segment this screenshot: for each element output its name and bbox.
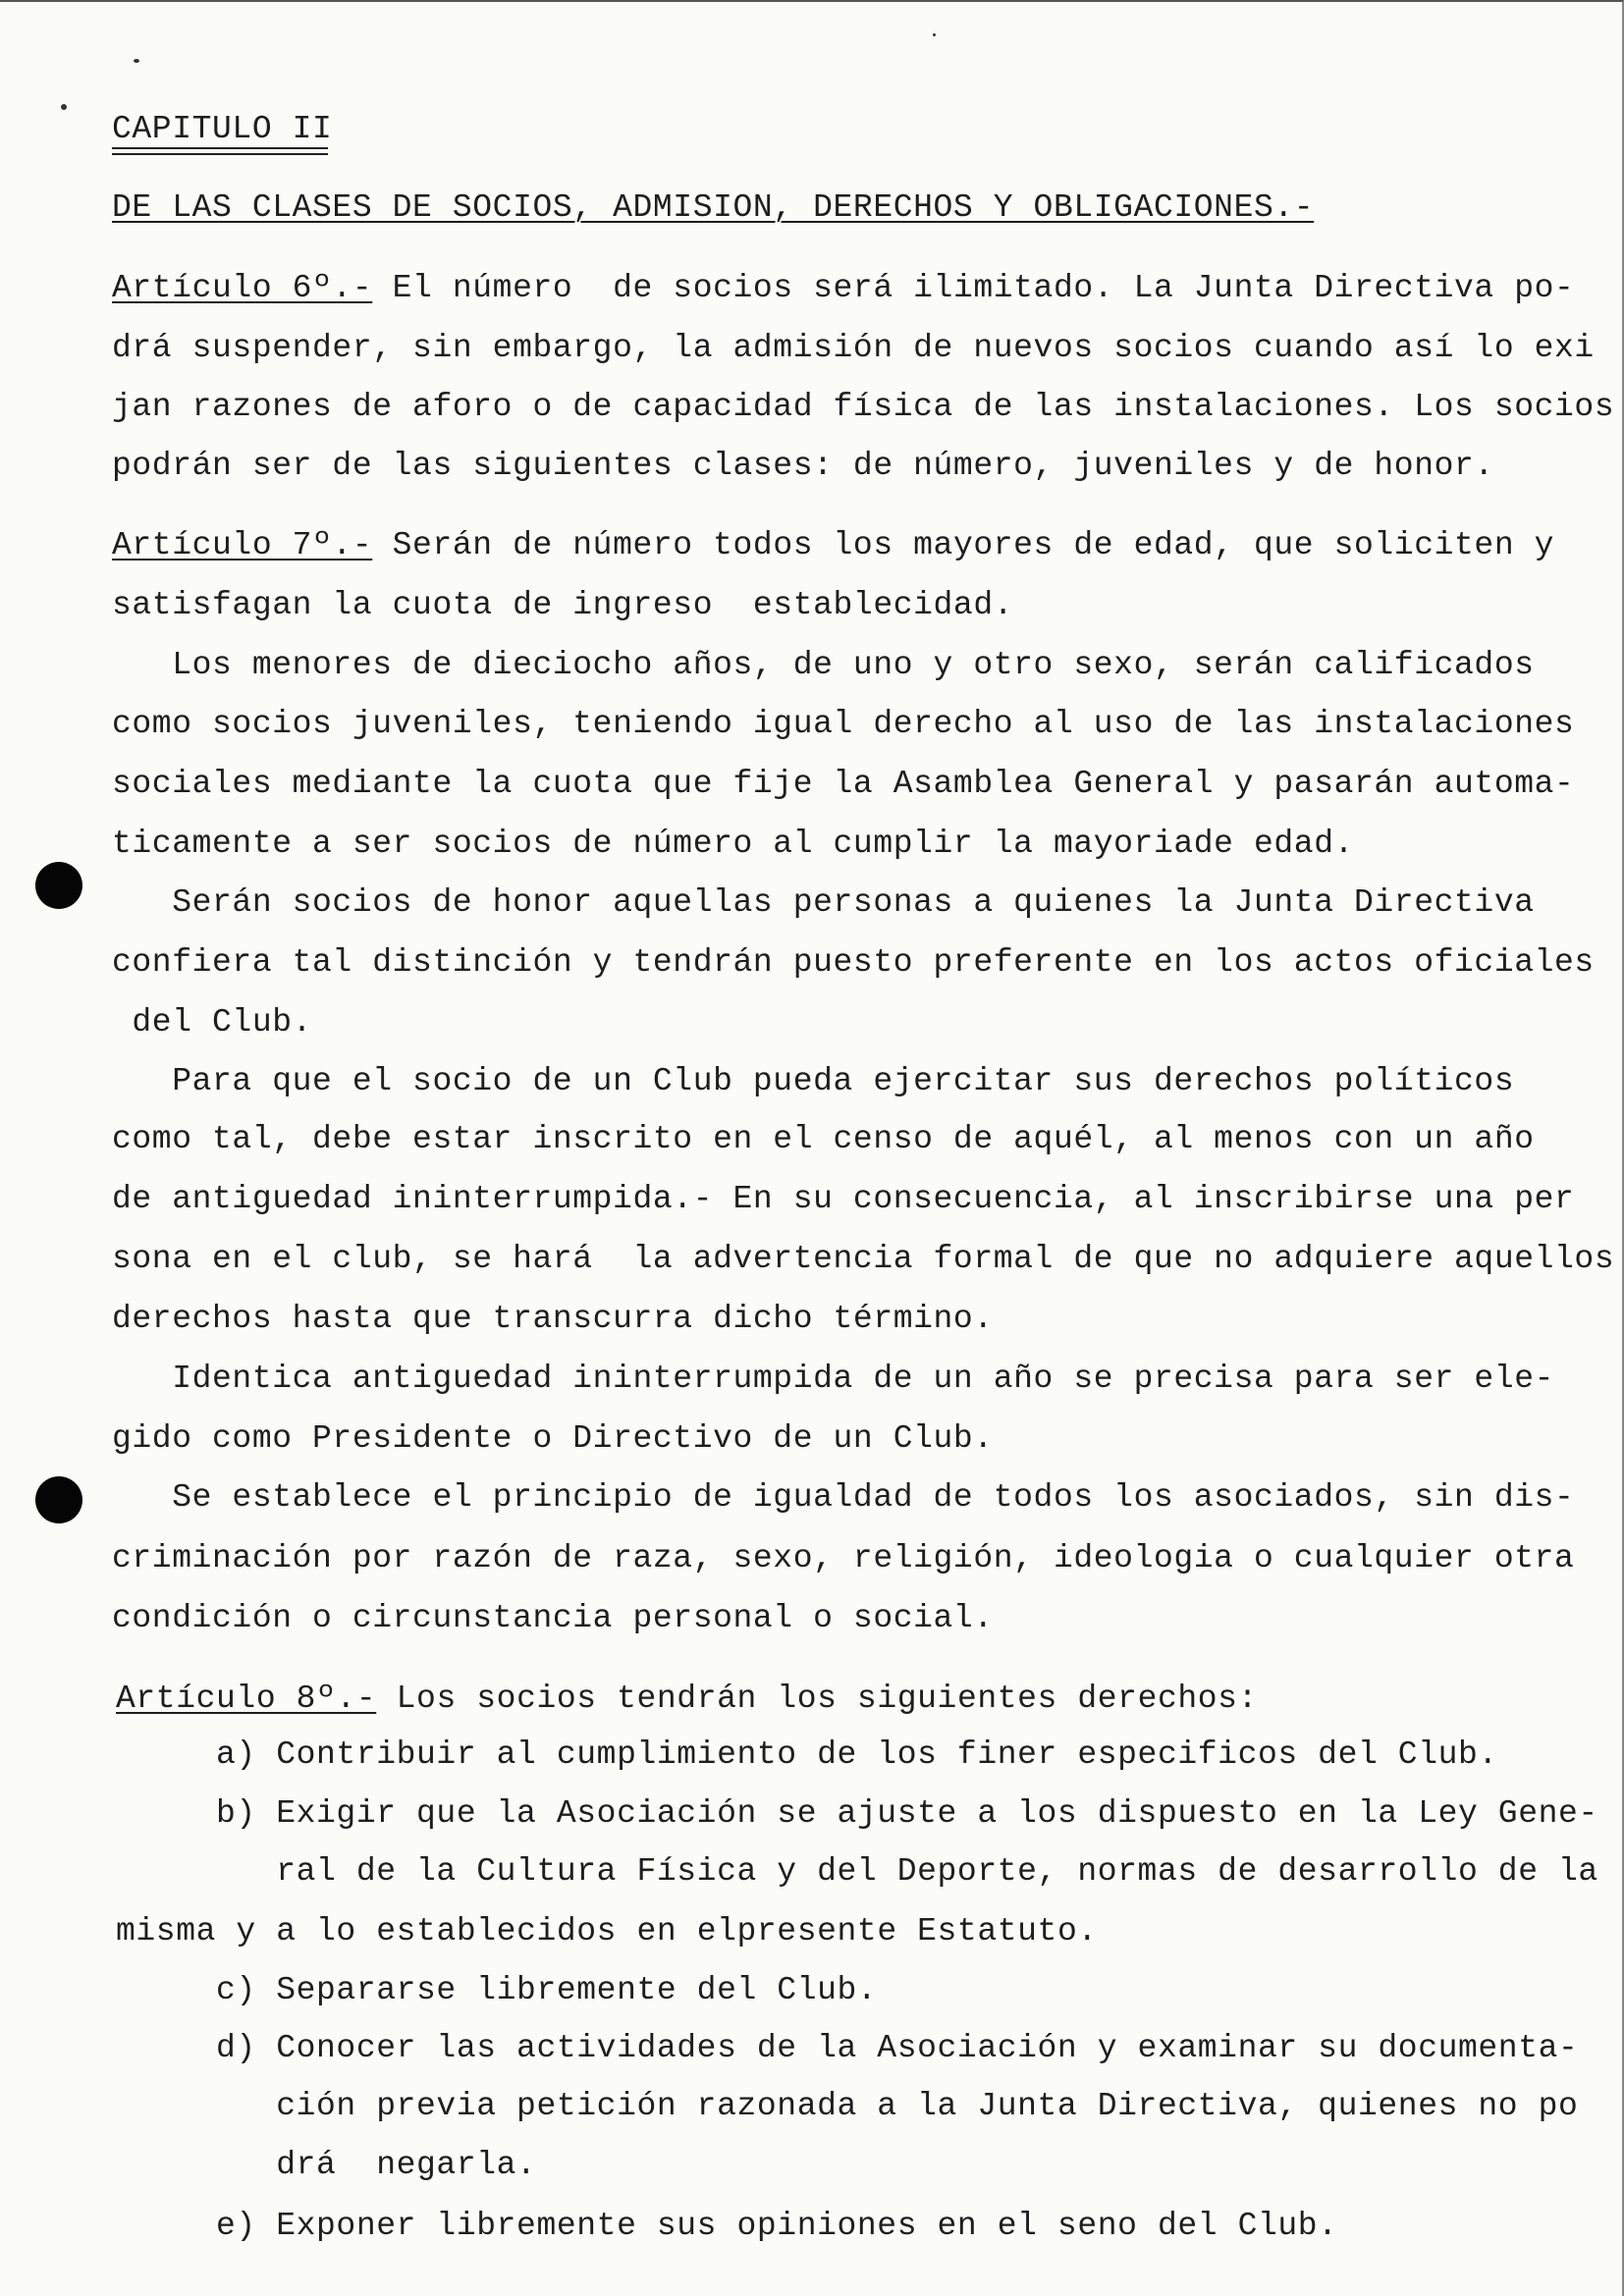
article-8-item-d-line-2: ción previa petición razonada a la Junta Directiva, quienes no po (216, 2088, 1579, 2124)
article-8-item-a: a) Contribuir al cumplimiento de los finer especificos del Club. (216, 1736, 1498, 1773)
ink-speck (61, 104, 67, 110)
article-8-label: Artículo 8º.- (116, 1681, 377, 1717)
article-7-p4-line-1: Para que el socio de un Club pueda ejercitar sus derechos políticos (112, 1063, 1515, 1099)
article-8-line-1: Artículo 8º.- Los socios tendrán los siguientes derechos: (116, 1681, 1258, 1717)
article-8-item-d-line-1: d) Conocer las actividades de la Asociación y examinar su documenta- (216, 2030, 1579, 2066)
article-6-line-4: podrán ser de las siguientes clases: de número, juveniles y de honor. (112, 448, 1494, 484)
ink-speck (933, 33, 936, 36)
article-7-p6-line-2: criminación por razón de raza, sexo, religión, ideologia o cualquier otra (112, 1540, 1575, 1576)
article-7-line-2: satisfagan la cuota de ingreso establecidad. (112, 587, 1014, 623)
article-6-line-3: jan razones de aforo o de capacidad física de las instalaciones. Los socios (112, 389, 1615, 425)
article-7-label: Artículo 7º.- (112, 527, 373, 563)
article-8-item-e: e) Exponer libremente sus opiniones en el seno del Club. (216, 2208, 1338, 2244)
article-7-p3-line-2: confiera tal distinción y tendrán puesto preferente en los actos oficiales (112, 944, 1595, 981)
article-7-line-1: Artículo 7º.- Serán de número todos los mayores de edad, que soliciten y (112, 527, 1555, 563)
article-7-p2-line-2: como socios juveniles, teniendo igual derecho al uso de las instalaciones (112, 706, 1575, 742)
article-7-p4-line-3: de antiguedad ininterrumpida.- En su consecuencia, al inscribirse una per (112, 1181, 1575, 1217)
chapter-subtitle: DE LAS CLASES DE SOCIOS, ADMISION, DERECHOS Y OBLIGACIONES.- (112, 189, 1315, 226)
article-7-p4-line-5: derechos hasta que transcurra dicho término. (112, 1301, 994, 1337)
article-7-p5-line-2: gido como Presidente o Directivo de un Club. (112, 1420, 994, 1457)
article-8-item-b-line-3: misma y a lo establecidos en elpresente Estatuto. (116, 1913, 1098, 1949)
article-7-p4-line-2: como tal, debe estar inscrito en el censo de aquél, al menos con un año (112, 1121, 1535, 1157)
article-6-line-1: Artículo 6º.- El número de socios será ilimitado. La Junta Directiva po- (112, 270, 1575, 306)
article-8-item-b-line-1: b) Exigir que la Asociación se ajuste a los dispuesto en la Ley Gene- (216, 1795, 1598, 1832)
punch-hole-lower (35, 1476, 82, 1523)
article-6-line-2: drá suspender, sin embargo, la admisión de nuevos socios cuando así lo exi (112, 330, 1595, 366)
article-8-item-d-line-3: drá negarla. (216, 2147, 537, 2183)
article-6-label: Artículo 6º.- (112, 270, 373, 306)
article-7-p6-line-3: condición o circunstancia personal o social. (112, 1600, 994, 1636)
article-7-p5-line-1: Identica antiguedad ininterrumpida de un año se precisa para ser ele- (112, 1361, 1555, 1397)
chapter-title: CAPITULO II (112, 111, 333, 147)
article-7-p6-line-1: Se establece el principio de igualdad de todos los asociados, sin dis- (112, 1479, 1575, 1516)
punch-hole-upper (35, 862, 82, 909)
article-7-p2-line-3: sociales mediante la cuota que fije la Asamblea General y pasarán automa- (112, 766, 1575, 802)
article-8-item-b-line-2: ral de la Cultura Física y del Deporte, normas de desarrollo de la (216, 1853, 1598, 1890)
article-7-p3-line-3: del Club. (112, 1004, 313, 1041)
article-7-p4-line-4: sona en el club, se hará la advertencia formal de que no adquiere aquellos (112, 1241, 1615, 1277)
article-7-p2-line-4: ticamente a ser socios de número al cumplir la mayoriade edad. (112, 826, 1354, 862)
article-7-p2-line-1: Los menores de dieciocho años, de uno y otro sexo, serán calificados (112, 647, 1535, 683)
ink-speck (134, 59, 139, 63)
article-7-p3-line-1: Serán socios de honor aquellas personas a quienes la Junta Directiva (112, 884, 1535, 921)
chapter-title-double-rule (112, 147, 328, 155)
article-8-item-c: c) Separarse libremente del Club. (216, 1972, 878, 2008)
